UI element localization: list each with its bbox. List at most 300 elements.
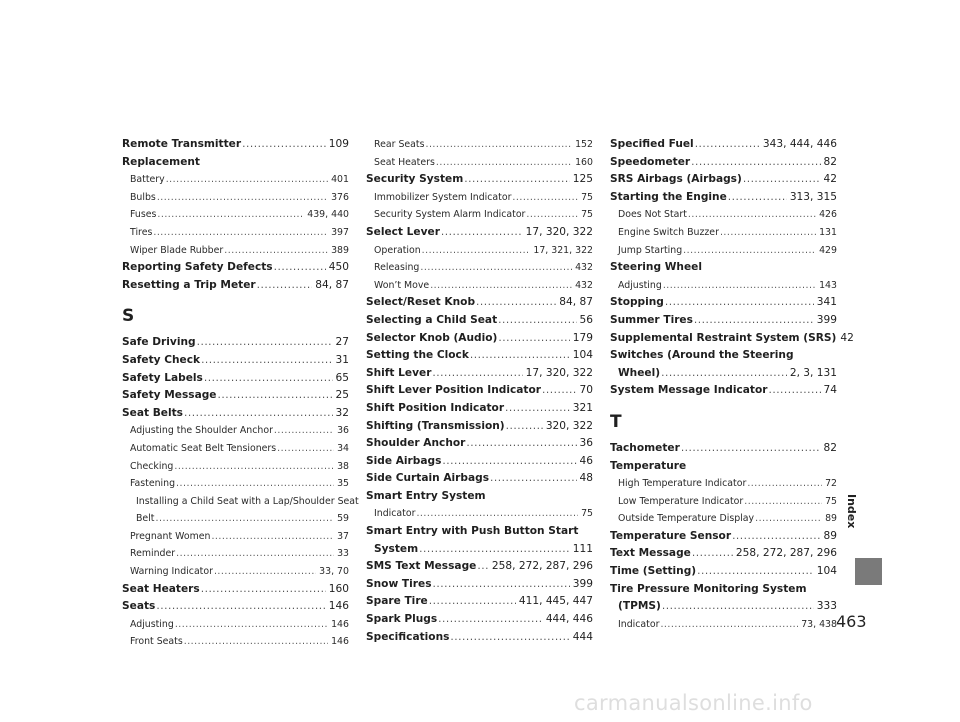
index-entry-label: Installing a Child Seat with a Lap/Shoulder Seat: [136, 495, 359, 507]
index-entry: [366, 312, 593, 330]
index-entry: [122, 259, 349, 277]
index-entry-pages: 179: [572, 331, 593, 344]
index-entry-wrap-first-line: Tire Pressure Monitoring System: [610, 582, 807, 595]
leader-dots: [422, 242, 531, 260]
index-entry-pages: 48: [579, 472, 593, 485]
index-entry-pages: 89: [825, 513, 837, 525]
leader-dots: [665, 294, 814, 312]
index-entry: [610, 458, 837, 476]
index-entry-label: Summer Tires: [610, 313, 693, 326]
index-entry: [122, 528, 349, 546]
leader-dots: [681, 440, 821, 458]
index-entry-pages: 444: [572, 630, 593, 643]
leader-dots: [176, 545, 334, 563]
index-entry-label: Tachometer: [610, 441, 680, 454]
index-entry-label: Indicator: [618, 618, 660, 630]
index-entry: [610, 242, 837, 260]
index-entry-label: Low Temperature Indicator: [618, 495, 744, 507]
leader-dots: [505, 400, 570, 418]
index-entry: [610, 312, 837, 330]
index-entry-pages: 65: [335, 371, 349, 384]
leader-dots: [660, 616, 798, 634]
leader-dots: [274, 422, 334, 440]
index-letter-heading: S: [122, 306, 135, 327]
index-entry: [122, 242, 349, 260]
index-entry: [122, 370, 349, 388]
index-entry-label: Remote Transmitter: [122, 138, 242, 150]
index-entry-pages: 160: [575, 156, 593, 168]
index-entry-label: Spare Tire: [366, 595, 428, 608]
index-entry-pages: 25: [335, 389, 349, 402]
index-entry: [122, 563, 349, 581]
index-entry-pages: 146: [331, 618, 349, 630]
index-entry-pages: 146: [328, 600, 349, 613]
leader-dots: [211, 528, 334, 546]
index-entry-pages: 31: [335, 353, 349, 366]
index-entry-label: High Temperature Indicator: [618, 478, 747, 490]
index-group: [610, 440, 837, 581]
index-entry-pages: 33: [337, 548, 349, 560]
index-entry-label: Adjusting: [618, 279, 662, 291]
index-entry-pages: 341: [816, 296, 837, 309]
index-entry-label: Specifications: [366, 630, 450, 643]
index-entry: [610, 259, 837, 277]
index-entry-pages: 432: [575, 262, 593, 274]
section-tab-marker: [855, 558, 882, 585]
leader-dots: [662, 598, 814, 616]
leader-dots: [242, 136, 326, 154]
index-entry: [366, 418, 593, 436]
leader-dots: [506, 418, 543, 436]
leader-dots: [155, 510, 334, 528]
index-entry-label: Battery: [130, 174, 165, 186]
leader-dots: [490, 470, 577, 488]
leader-dots: [476, 294, 556, 312]
index-entry-label: Selector Knob (Audio): [366, 331, 498, 344]
index-entry-label: Safe Driving: [122, 336, 196, 349]
index-entry-pages: 56: [579, 313, 593, 326]
index-entry-pages: 321: [572, 401, 593, 414]
index-entry-pages: 131: [819, 226, 837, 238]
index-entry-pages: 432: [575, 279, 593, 291]
index-entry: [366, 611, 593, 629]
index-entry-pages: 160: [328, 582, 349, 595]
leader-dots: [197, 334, 333, 352]
leader-dots: [153, 224, 328, 242]
index-group: [122, 334, 349, 492]
index-entry: [610, 277, 837, 295]
leader-dots: [274, 259, 326, 277]
index-entry: [366, 154, 593, 172]
index-entry-label: Wheel): [618, 366, 661, 379]
index-entry-label: Temperature Sensor: [610, 529, 732, 542]
index-entry-label: Replacement: [122, 155, 200, 168]
index-entry-label: Speedometer: [610, 155, 691, 168]
index-group: [122, 528, 349, 651]
index-entry: [366, 224, 593, 242]
index-entry: [122, 405, 349, 423]
index-entry-label: Warning Indicator: [130, 566, 213, 578]
index-entry-pages: 75: [581, 191, 593, 203]
leader-dots: [663, 277, 816, 295]
index-entry: [366, 558, 593, 576]
leader-dots: [743, 171, 821, 189]
index-letter-heading: T: [610, 411, 622, 432]
index-entry-pages: 143: [819, 279, 837, 291]
index-entry: [366, 347, 593, 365]
leader-dots: [720, 224, 816, 242]
index-entry: [122, 387, 349, 405]
index-entry-pages: 75: [581, 209, 593, 221]
index-entry-pages: 73, 438: [801, 618, 837, 630]
leader-dots: [728, 189, 787, 207]
leader-dots: [432, 365, 522, 383]
index-entry-label: Fuses: [130, 209, 157, 221]
index-entry-label: Operation: [374, 244, 421, 256]
index-entry: [366, 576, 593, 594]
index-entry-pages: 37: [337, 530, 349, 542]
index-entry-label: Resetting a Trip Meter: [122, 278, 256, 291]
index-entry-label: Seat Belts: [122, 406, 183, 419]
index-entry-pages: 84, 87: [315, 278, 349, 291]
index-entry-label: Shoulder Anchor: [366, 437, 466, 450]
leader-dots: [157, 206, 304, 224]
index-entry: [366, 277, 593, 295]
index-column-1: [122, 136, 359, 651]
index-entry-pages: 72: [825, 478, 837, 490]
leader-dots: [688, 206, 816, 224]
index-entry-label: Side Airbags: [366, 454, 442, 467]
index-entry-label: Specified Fuel: [610, 138, 694, 150]
index-entry-label: Safety Labels: [122, 371, 203, 384]
leader-dots: [156, 598, 325, 616]
index-entry-label: Safety Check: [122, 353, 201, 366]
index-entry: [610, 475, 837, 493]
leader-dots: [691, 154, 820, 172]
leader-dots: [694, 312, 814, 330]
index-entry: [122, 334, 349, 352]
index-entry-label: Snow Tires: [366, 577, 432, 590]
index-entry-label: Seats: [122, 600, 156, 613]
index-entry: [122, 545, 349, 563]
index-entry-wrap-second-line: [610, 365, 837, 383]
index-entry-wrap-first-line: [122, 493, 359, 511]
index-entry: [366, 171, 593, 189]
index-entry-pages: 36: [579, 437, 593, 450]
leader-dots: [257, 277, 313, 295]
index-entry: [610, 616, 837, 634]
index-entry: [610, 206, 837, 224]
index-entry-pages: 444, 446: [545, 613, 593, 626]
index-entry-label: Indicator: [374, 508, 416, 520]
index-entry: [610, 330, 854, 348]
index-entry-pages: 42: [823, 173, 837, 186]
leader-dots: [218, 387, 333, 405]
leader-dots: [695, 136, 760, 154]
index-entry-label: Front Seats: [130, 636, 183, 648]
index-entry-label: Selecting a Child Seat: [366, 313, 498, 326]
index-entry: [366, 242, 593, 260]
index-entry-label: Spark Plugs: [366, 613, 438, 626]
index-entry-label: Select/Reset Knob: [366, 296, 476, 309]
leader-dots: [526, 206, 578, 224]
index-entry-label: Side Curtain Airbags: [366, 472, 490, 485]
index-column-2: [366, 136, 593, 646]
index-entry-pages: 70: [579, 384, 593, 397]
leader-dots: [433, 576, 570, 594]
index-entry: [610, 224, 837, 242]
index-entry-label: (TPMS): [618, 600, 661, 613]
index-entry-pages: 439, 440: [307, 209, 349, 221]
leader-dots: [184, 633, 328, 651]
index-side-tab: [855, 0, 882, 558]
index-entry-pages: 2, 3, 131: [789, 366, 837, 379]
leader-dots: [436, 154, 572, 172]
index-entry-label: Starting the Engine: [610, 190, 727, 203]
leader-dots: [201, 581, 326, 599]
index-entry-label: Text Message: [610, 547, 691, 560]
index-entry-label: Shifting (Transmission): [366, 419, 505, 432]
leader-dots: [466, 435, 576, 453]
index-entry: [610, 440, 837, 458]
index-entry: [366, 206, 593, 224]
index-entry: [366, 435, 593, 453]
leader-dots: [512, 189, 578, 207]
index-entry-pages: 399: [816, 313, 837, 326]
index-entry-label: Does Not Start: [618, 209, 687, 221]
index-entry-label: Select Lever: [366, 225, 440, 238]
index-entry: [122, 475, 349, 493]
index-entry-pages: 27: [335, 336, 349, 349]
leader-dots: [201, 352, 332, 370]
index-entry: [366, 382, 593, 400]
index-entry-pages: 450: [328, 261, 349, 274]
leader-dots: [438, 611, 543, 629]
index-entry: [366, 488, 593, 506]
index-entry: [122, 422, 349, 440]
index-entry: [366, 470, 593, 488]
index-entry-label: Steering Wheel: [610, 261, 702, 274]
index-entry: [366, 453, 593, 471]
index-entry: [122, 154, 349, 172]
index-group: [366, 558, 593, 646]
index-entry-wrap-first-line: Switches (Around the Steering: [610, 349, 794, 362]
index-entry-pages: 17, 320, 322: [525, 366, 593, 379]
index-entry-label: Adjusting: [130, 618, 174, 630]
index-entry-wrap-second-line: [122, 510, 349, 528]
index-entry-wrap-second-line: [366, 541, 593, 559]
index-entry: [122, 171, 349, 189]
index-entry-label: Supplemental Restraint System (SRS): [610, 331, 837, 344]
index-entry-label: SMS Text Message: [366, 560, 477, 573]
index-entry-pages: 397: [331, 226, 349, 238]
index-entry-label: Shift Lever Position Indicator: [366, 384, 541, 397]
index-entry-label: SRS Airbags (Airbags): [610, 173, 742, 186]
index-entry-label: Outside Temperature Display: [618, 513, 755, 525]
index-entry-pages: 33, 70: [319, 566, 349, 578]
index-entry: [366, 505, 593, 523]
leader-dots: [277, 440, 334, 458]
leader-dots: [744, 493, 822, 511]
index-entry-label: System Message Indicator: [610, 384, 768, 397]
index-entry-pages: 38: [337, 460, 349, 472]
index-entry-label: Security System Alarm Indicator: [374, 209, 526, 221]
index-entry-pages: 59: [337, 513, 349, 525]
index-entry-label: Won’t Move: [374, 279, 430, 291]
index-entry-label: Time (Setting): [610, 565, 697, 578]
leader-dots: [166, 171, 328, 189]
index-entry-pages: 82: [823, 155, 837, 168]
index-entry-label: Temperature: [610, 459, 687, 472]
index-entry-pages: 376: [331, 191, 349, 203]
leader-dots: [542, 382, 577, 400]
index-entry-pages: 111: [572, 542, 593, 555]
index-entry: [610, 154, 837, 172]
index-entry-label: Wiper Blade Rubber: [130, 244, 224, 256]
index-entry-label: Releasing: [374, 262, 420, 274]
leader-dots: [498, 312, 576, 330]
index-entry-pages: 34: [337, 442, 349, 454]
index-entry-pages: 104: [816, 565, 837, 578]
index-entry-wrap-first-line: Smart Entry with Push Button Start: [366, 525, 579, 538]
index-entry-label: Safety Message: [122, 389, 217, 402]
leader-dots: [477, 558, 489, 576]
index-group: [610, 382, 837, 400]
index-entry-label: Fastening: [130, 478, 176, 490]
index-group: [366, 136, 593, 523]
index-entry: [610, 189, 837, 207]
index-entry: [610, 171, 837, 189]
index-entry-label: Engine Switch Buzzer: [618, 226, 719, 238]
index-entry-pages: 333: [816, 600, 837, 613]
index-entry-pages: 46: [579, 454, 593, 467]
index-entry: [366, 400, 593, 418]
leader-dots: [184, 405, 333, 423]
index-entry: [610, 382, 837, 400]
index-entry-label: Setting the Clock: [366, 349, 469, 362]
index-entry-pages: 258, 272, 287, 296: [735, 547, 837, 560]
leader-dots: [419, 541, 570, 559]
leader-dots: [732, 528, 820, 546]
index-entry-pages: 75: [581, 508, 593, 520]
index-entry: [366, 365, 593, 383]
index-group: [610, 616, 837, 634]
leader-dots: [683, 242, 816, 260]
index-entry-label: Stopping: [610, 296, 664, 309]
leader-dots: [157, 189, 328, 207]
leader-dots: [174, 458, 334, 476]
leader-dots: [450, 629, 569, 647]
index-entry-pages: 36: [337, 425, 349, 437]
index-entry-pages: 84, 87: [559, 296, 593, 309]
index-entry-label: Jump Starting: [618, 244, 683, 256]
index-entry: [122, 224, 349, 242]
index-entry: [122, 440, 349, 458]
index-entry-pages: 17, 320, 322: [525, 225, 593, 238]
index-entry-label: Seat Heaters: [374, 156, 435, 168]
index-entry-label: Adjusting the Shoulder Anchor: [130, 425, 273, 437]
index-entry-label: Smart Entry System: [366, 489, 486, 502]
index-entry-wrap-second-line: [610, 598, 837, 616]
index-entry: [122, 598, 349, 616]
index-entry: [366, 629, 593, 647]
index-entry: [610, 493, 837, 511]
leader-dots: [420, 259, 572, 277]
leader-dots: [747, 475, 822, 493]
index-entry-pages: 32: [335, 406, 349, 419]
index-entry: [610, 545, 837, 563]
leader-dots: [661, 365, 787, 383]
index-entry: [366, 330, 593, 348]
index-entry-label: Tires: [130, 226, 153, 238]
index-entry-pages: 258, 272, 287, 296: [491, 560, 593, 573]
leader-dots: [224, 242, 328, 260]
index-entry-label: Automatic Seat Belt Tensioners: [130, 442, 277, 454]
index-entry-pages: 89: [823, 529, 837, 542]
index-entry-pages: 389: [331, 244, 349, 256]
index-entry: [610, 294, 837, 312]
page-number: 463: [836, 612, 867, 631]
index-entry-pages: 35: [337, 478, 349, 490]
index-entry-label: Reminder: [130, 548, 176, 560]
index-entry: [122, 136, 349, 154]
leader-dots: [430, 277, 572, 295]
index-entry-pages: 146: [331, 636, 349, 648]
index-group: [610, 136, 854, 347]
index-entry-label: Bulbs: [130, 191, 156, 203]
index-entry-label: Shift Lever: [366, 366, 432, 379]
index-entry-pages: 109: [328, 138, 349, 150]
index-entry-pages: 429: [819, 244, 837, 256]
index-entry: [122, 189, 349, 207]
index-entry: [122, 352, 349, 370]
index-entry-label: Checking: [130, 460, 174, 472]
index-entry-label: System: [374, 542, 419, 555]
index-entry-pages: 75: [825, 495, 837, 507]
index-entry: [122, 206, 349, 224]
leader-dots: [204, 370, 333, 388]
leader-dots: [416, 505, 578, 523]
index-entry: [366, 593, 593, 611]
index-entry-pages: 104: [572, 349, 593, 362]
index-entry: [610, 136, 837, 154]
index-entry-label: Seat Heaters: [122, 582, 200, 595]
leader-dots: [442, 453, 576, 471]
index-group: [122, 136, 349, 294]
index-entry-label: Immobilizer System Indicator: [374, 191, 512, 203]
index-entry: [122, 581, 349, 599]
leader-dots: [429, 593, 516, 611]
index-entry: [122, 616, 349, 634]
index-entry-label: Pregnant Women: [130, 530, 211, 542]
index-entry-pages: 17, 321, 322: [533, 244, 593, 256]
index-entry-pages: 313, 315: [789, 190, 837, 203]
leader-dots: [692, 545, 733, 563]
leader-dots: [470, 347, 570, 365]
index-entry: [610, 563, 837, 581]
index-entry-pages: 411, 445, 447: [518, 595, 593, 608]
footer-watermark: carmanualsonline.info: [574, 691, 813, 715]
index-entry-label: Reporting Safety Defects: [122, 261, 273, 274]
leader-dots: [425, 136, 572, 154]
index-entry: [366, 294, 593, 312]
index-entry-pages: 42: [840, 331, 854, 344]
index-entry-label: Belt: [136, 513, 155, 525]
leader-dots: [464, 171, 569, 189]
index-entry: [366, 136, 593, 154]
leader-dots: [176, 475, 334, 493]
index-entry-pages: 82: [823, 441, 837, 454]
